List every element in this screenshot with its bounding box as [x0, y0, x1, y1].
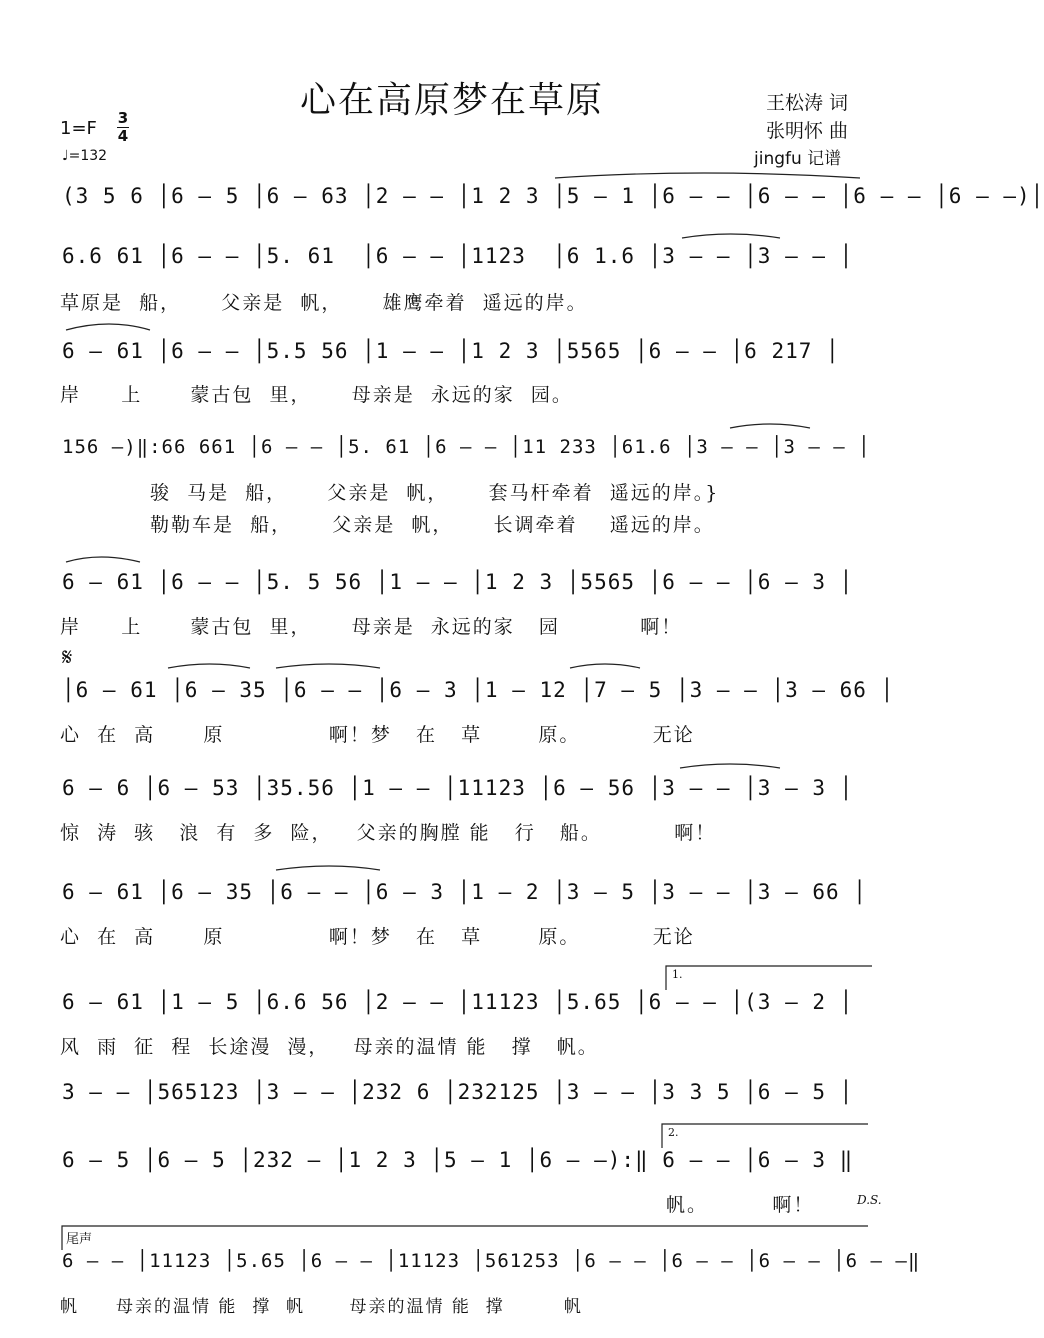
slur-2 [682, 234, 780, 238]
score-line-7: 6 – 6 │6 – 53 │35.56 │1 – – │11123 │6 – 56 │3 – – │3 – 3 │ [62, 776, 854, 800]
score-line-5: 6 – 61 │6 – – │5. 5 56 │1 – – │1 2 3 │5565 │6 – – │6 – 3 │ [62, 570, 854, 594]
score-line-9: 6 – 61 │1 – 5 │6.6 56 │2 – – │11123 │5.65 │6 – – │(3 – 2 │ [62, 990, 854, 1014]
volta-2-bracket [662, 1124, 868, 1148]
volta-1-label: 1. [672, 968, 683, 981]
slur-10 [276, 866, 380, 870]
slur-8 [570, 664, 640, 668]
score-line-8: 6 – 61 │6 – 35 │6 – – │6 – 3 │1 – 2 │3 – 5 │3 – – │3 – 66 │ [62, 880, 867, 904]
composer-credit: 张明怀 曲 [766, 120, 849, 142]
slur-4 [730, 424, 810, 428]
coda-box [62, 1226, 868, 1250]
score-line-4: 156 –)‖:66 661 │6 – – │5. 61 │6 – – │11 233 │61.6 │3 – – │3 – – │ [62, 436, 871, 458]
lyricist-credit: 王松涛 词 [766, 92, 849, 114]
song-title: 心在高原梦在草原 [300, 80, 605, 121]
score-line-6: │6 – 61 │6 – 35 │6 – – │6 – 3 │1 – 12 │7 – 5 │3 – – │3 – 66 │ [62, 678, 895, 702]
score-line-10: 3 – – │565123 │3 – – │232 6 │232125 │3 – – │3 3 5 │6 – 5 │ [62, 1080, 854, 1104]
score-line-2: 6.6 61 │6 – – │5. 61 │6 – – │1123 │6 1.6 │3 – – │3 – – │ [62, 244, 854, 268]
score-line-3: 6 – 61 │6 – – │5.5 56 │1 – – │1 2 3 │5565 │6 – – │6 217 │ [62, 339, 840, 363]
lyric-line-12: 帆 母亲的温情 能 撑 帆 母亲的温情 能 撑 帆 [60, 1297, 583, 1317]
tempo-marking: ♩=132 [62, 148, 108, 164]
score-line-12: 6 – – │11123 │5.65 │6 – – │11123 │561253 │6 – – │6 – – │6 – – │6 – –‖ [62, 1250, 921, 1272]
coda-label: 尾声 [66, 1232, 93, 1247]
transcriber-credit: jingfu 记谱 [754, 149, 842, 169]
volta-1-bracket [666, 966, 872, 990]
lyric-line-4b: 勒勒车是 船， 父亲是 帆， 长调牵着 遥远的岸。 [150, 514, 715, 536]
volta-2-label: 2. [668, 1126, 679, 1139]
lyric-line-3: 岸 上 蒙古包 里， 母亲是 永远的家 园。 [60, 384, 573, 406]
lyric-line-9: 风 雨 征 程 长途漫 漫， 母亲的温情 能 撑 帆。 [60, 1036, 599, 1058]
time-top: 3 [117, 109, 129, 127]
key-signature: 1=F [60, 118, 97, 139]
score-line-11: 6 – 5 │6 – 5 │232 – │1 2 3 │5 – 1 │6 – –):‖ 6 – – │6 – 3 ‖ [62, 1148, 854, 1172]
lyric-line-6: 心 在 高 原 啊！梦 在 草 原。 无论 [60, 724, 695, 746]
segno-sign: 𝄋 [62, 643, 73, 671]
slur-7 [276, 664, 380, 668]
slur-6 [168, 664, 250, 668]
da-segno-mark: D.S. [857, 1193, 882, 1207]
lyric-line-8: 心 在 高 原 啊！梦 在 草 原。 无论 [60, 926, 695, 948]
lyric-line-4a: 骏 马是 船， 父亲是 帆， 套马杆牵着 遥远的岸。} [150, 482, 720, 504]
slur-9 [680, 764, 780, 768]
lyric-line-11: 帆。 啊！ [666, 1194, 815, 1216]
time-bottom: 4 [117, 127, 129, 145]
lyric-line-2: 草原是 船， 父亲是 帆， 雄鹰牵着 遥远的岸。 [60, 292, 588, 314]
slur-1 [555, 173, 860, 178]
slur-5 [66, 557, 140, 562]
score-line-1: (3 5 6 │6 – 5 │6 – 63 │2 – – │1 2 3 │5 – 1 │6 – – │6 – – │6 – – │6 – –)│ [62, 184, 1044, 208]
lyric-line-5: 岸 上 蒙古包 里， 母亲是 永远的家 园 啊！ [60, 616, 683, 638]
slur-3 [66, 324, 150, 330]
lyric-line-7: 惊 涛 骇 浪 有 多 险， 父亲的胸膛 能 行 船。 啊！ [60, 822, 717, 844]
